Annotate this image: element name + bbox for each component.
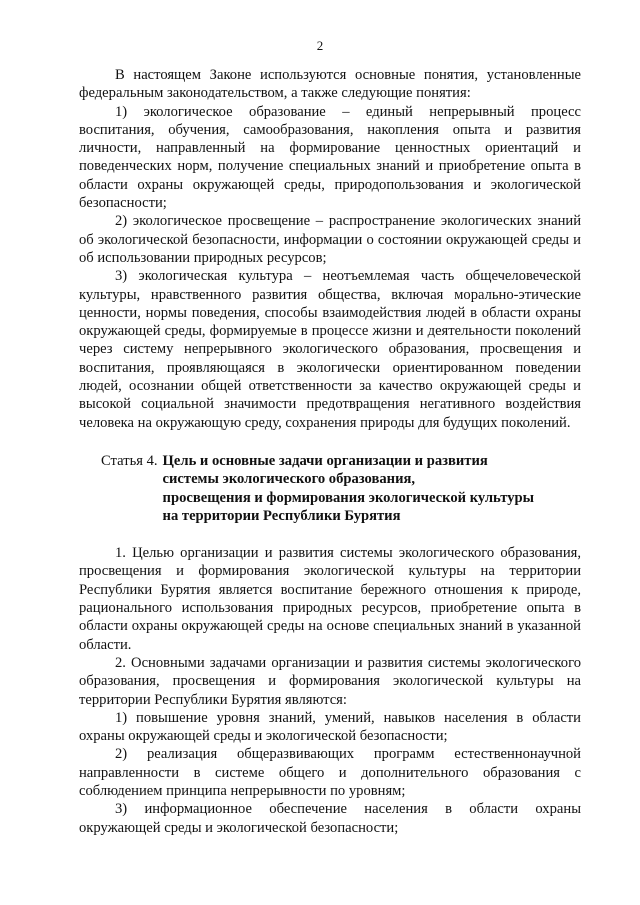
article-title <box>158 452 534 525</box>
body-paragraph: 2. Основными задачами организации и развития системы экологического образования, просвещения и формирования экологической культуры на территории Республики Бурятия являются: <box>79 654 581 708</box>
body-paragraph: 1. Целью организации и развития системы экологического образования, просвещения и формирования экологической культуры на территории Республики Бурятия является воспитание бережного отношения к природе, рационального использования природных ресурсов, приобретение опыта в области охраны окружающей среды на основе специальных знаний в указанной области. <box>79 545 581 653</box>
article-label: Статья 4. <box>101 452 158 469</box>
definition-paragraph: 1) экологическое образование – единый непрерывный процесс воспитания, обучения, самообразования, накопления опыта и развития личности, направленный на формирование ценностных ориентаций и поведенческих норм, получение специальных знаний и приобретение опыта в области охраны окружающей среды, природопользования и экологической безопасности; <box>79 103 581 212</box>
body-paragraph: 3) информационное обеспечение населения в области охраны окружающей среды и экологической безопасности; <box>79 801 581 836</box>
definition-paragraph: 3) экологическая культура – неотъемлемая часть общечеловеческой культуры, нравственного развития общества, включая морально-этические ценности, нормы поведения, способы взаимодействия людей в области охраны окружающей среды, формируемые в процессе жизни и деятельности поколений через систему непрерывного экологического образования, просвещения и воспитания, проявляющаяся в экологически ориентированном поведении людей, осознании общей ответственности за качество окружающей среды и высокой социальной значимости предотвращения негативного воздействия человека на окружающую среду, сохранения природы для будущих поколений. <box>79 268 581 431</box>
body-paragraph: 2) реализация общеразвивающих программ естественнонаучной направленности в системе общего и дополнительного образования с соблюдением принципа непрерывности по уровням; <box>79 746 581 799</box>
definition-paragraph: 2) экологическое просвещение – распространение экологических знаний об экологической безопасности, информации о состоянии окружающей среды и об использовании природных ресурсов; <box>79 213 581 266</box>
page-number: 2 <box>316 38 324 53</box>
body-paragraph: 1) повышение уровня знаний, умений, навыков населения в области охраны окружающей среды и экологической безопасности; <box>79 709 581 745</box>
article-title-line: просвещения и формирования экологической культуры <box>162 489 534 506</box>
article-title-line: системы экологического образования, <box>162 471 416 488</box>
article-title-line: на территории Республики Бурятия <box>162 507 401 524</box>
article-title-line: Цель и основные задачи организации и развития <box>162 452 488 469</box>
intro-paragraph: В настоящем Законе используются основные понятия, установленные федеральным законодательством, а также следующие понятия: <box>79 67 581 102</box>
article-heading <box>79 452 581 525</box>
document-content <box>79 66 581 837</box>
